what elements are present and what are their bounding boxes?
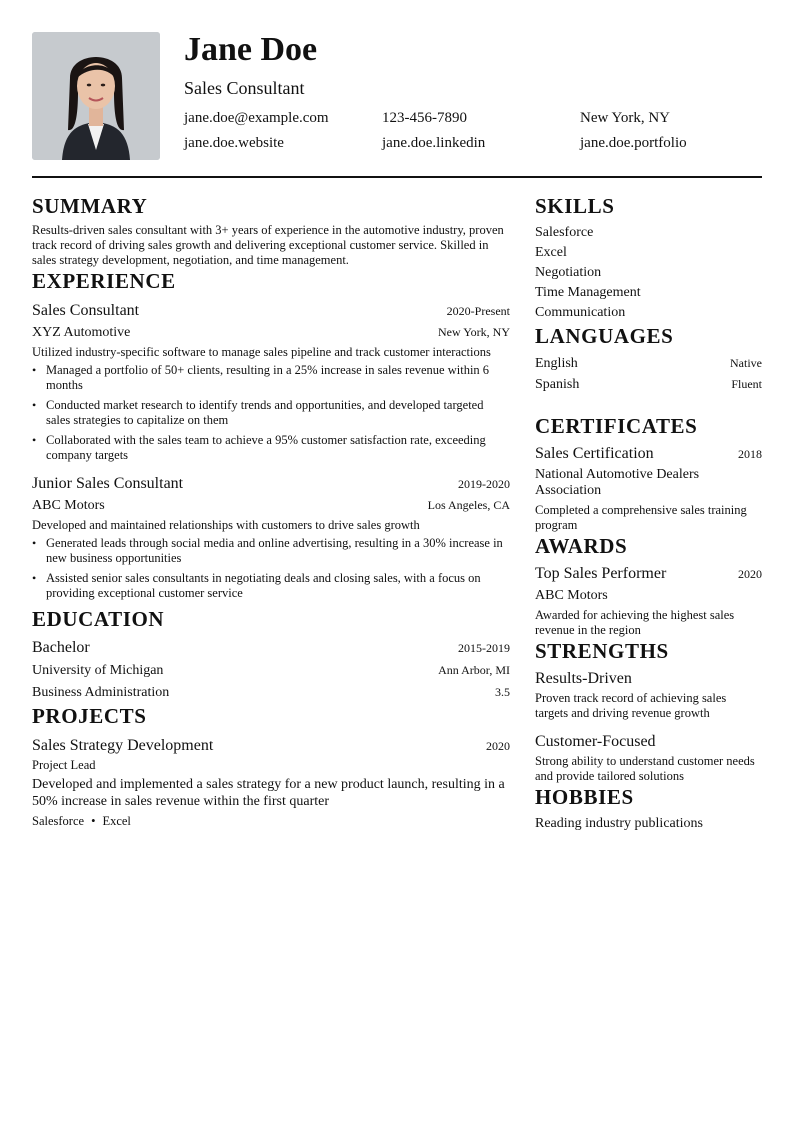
job-bullets xyxy=(32,363,510,463)
award-description: Awarded for achieving the highest sales revenue in the region xyxy=(535,608,735,637)
education-item xyxy=(32,637,510,703)
language-item xyxy=(535,374,762,395)
bullet-item: • Generated leads through social media and online advertising, resulting in a 30% increase in new business opportunities xyxy=(32,536,503,565)
contact-phone[interactable]: 123-456-7890 xyxy=(382,110,467,126)
certificate-year: 2018 xyxy=(738,447,762,461)
contact-location: New York, NY xyxy=(580,110,671,126)
education-degree: Bachelor xyxy=(32,639,90,656)
language-item xyxy=(535,353,762,374)
strength-name: Results-Driven xyxy=(535,670,632,687)
job-company: XYZ Automotive xyxy=(32,325,131,340)
left-column xyxy=(32,178,510,829)
language-name: English xyxy=(535,356,578,371)
skills-list xyxy=(535,223,762,323)
experience-heading: EXPERIENCE xyxy=(32,269,176,293)
language-name: Spanish xyxy=(535,377,580,392)
education-school: University of Michigan xyxy=(32,663,164,678)
bullet-icon: • xyxy=(32,363,37,377)
strength-item xyxy=(535,668,762,721)
hobbies-heading: HOBBIES xyxy=(535,785,634,809)
education-dates: 2015-2019 xyxy=(458,641,510,655)
skill-item: Communication xyxy=(535,305,626,320)
project-tags xyxy=(32,813,510,829)
education-heading: EDUCATION xyxy=(32,607,165,631)
job-dates: 2019-2020 xyxy=(458,477,510,491)
bullet-item: • Assisted senior sales consultants in negotiating deals and closing sales, with a focus on providing exceptional customer service xyxy=(32,571,481,600)
award-issuer: ABC Motors xyxy=(535,588,608,603)
award-name: Top Sales Performer xyxy=(535,565,667,582)
contact-linkedin[interactable]: jane.doe.linkedin xyxy=(382,135,486,151)
project-year: 2020 xyxy=(486,739,510,753)
bullet-item: • Managed a portfolio of 50+ clients, resulting in a 25% increase in sales revenue within 6 months xyxy=(32,363,490,392)
languages-list xyxy=(535,353,762,395)
strength-name: Customer-Focused xyxy=(535,733,656,750)
project-item xyxy=(32,735,510,829)
job-bullets xyxy=(32,536,510,601)
project-description: Developed and implemented a sales strategy for a new product launch, resulting in a 50% increase in sales revenue within the first quarter xyxy=(32,777,505,809)
languages-heading: LANGUAGES xyxy=(535,324,674,348)
award-item xyxy=(535,563,762,638)
projects-heading: PROJECTS xyxy=(32,704,147,728)
experience-item xyxy=(32,300,510,463)
job-description: Developed and maintained relationships with customers to drive sales growth xyxy=(32,518,420,532)
project-tag: Salesforce xyxy=(32,814,85,828)
job-dates: 2020-Present xyxy=(446,304,510,318)
contact-portfolio[interactable]: jane.doe.portfolio xyxy=(580,135,687,151)
right-column xyxy=(535,178,762,834)
education-gpa: 3.5 xyxy=(495,685,510,699)
certificate-issuer: National Automotive Dealers Association xyxy=(535,467,700,498)
education-location: Ann Arbor, MI xyxy=(438,663,510,677)
job-company: ABC Motors xyxy=(32,498,105,513)
candidate-name: Jane Doe xyxy=(184,31,318,68)
certificates-heading: CERTIFICATES xyxy=(535,414,698,438)
language-level: Native xyxy=(730,356,762,370)
strengths-heading: STRENGTHS xyxy=(535,639,669,663)
job-description: Utilized industry-specific software to manage sales pipeline and track customer interactions xyxy=(32,345,491,359)
skills-heading: SKILLS xyxy=(535,194,615,218)
bullet-icon: • xyxy=(32,433,37,447)
skill-item: Excel xyxy=(535,245,567,260)
language-level: Fluent xyxy=(731,377,762,391)
tag-separator: • xyxy=(91,814,96,828)
summary-text: Results-driven sales consultant with 3+ years of experience in the automotive industry, proven track record of driving sales growth and delivering exceptional customer service. Skilled in sales strategy development, negotiation, and time management. xyxy=(32,223,504,267)
awards-heading: AWARDS xyxy=(535,534,628,558)
strength-description: Proven track record of achieving sales targets and driving revenue growth xyxy=(535,691,727,720)
bullet-icon: • xyxy=(32,571,37,585)
skill-item: Time Management xyxy=(535,285,641,300)
job-title: Junior Sales Consultant xyxy=(32,475,184,492)
profile-photo xyxy=(32,32,160,160)
portrait-image xyxy=(32,32,160,160)
hobby-item: Reading industry publications xyxy=(535,816,703,831)
job-title: Sales Consultant xyxy=(32,302,140,319)
skill-item: Salesforce xyxy=(535,225,594,240)
bullet-icon: • xyxy=(32,536,37,550)
project-role: Project Lead xyxy=(32,758,96,772)
certificate-item xyxy=(535,443,762,533)
summary-heading: SUMMARY xyxy=(32,194,148,218)
project-tag: Excel xyxy=(102,814,131,828)
candidate-title: Sales Consultant xyxy=(184,78,305,98)
contact-website[interactable]: jane.doe.website xyxy=(184,135,284,151)
strength-description: Strong ability to understand customer needs and provide tailored solutions xyxy=(535,754,755,783)
job-location: New York, NY xyxy=(437,325,510,339)
strength-item xyxy=(535,731,762,784)
project-name: Sales Strategy Development xyxy=(32,737,214,754)
bullet-item: • Collaborated with the sales team to achieve a 95% customer satisfaction rate, exceeding company targets xyxy=(32,433,486,462)
award-year: 2020 xyxy=(738,567,762,581)
job-location: Los Angeles, CA xyxy=(427,498,510,512)
hobbies-list xyxy=(535,814,762,834)
bullet-item: • Conducted market research to identify trends and opportunities, and developed targeted sales strategies to capitalize on them xyxy=(32,398,484,427)
contact-email[interactable]: jane.doe@example.com xyxy=(184,110,329,126)
education-field: Business Administration xyxy=(32,685,170,700)
certificate-description: Completed a comprehensive sales training program xyxy=(535,503,747,532)
certificate-name: Sales Certification xyxy=(535,445,654,462)
skill-item: Negotiation xyxy=(535,265,602,280)
bullet-icon: • xyxy=(32,398,37,412)
experience-item xyxy=(32,473,510,601)
